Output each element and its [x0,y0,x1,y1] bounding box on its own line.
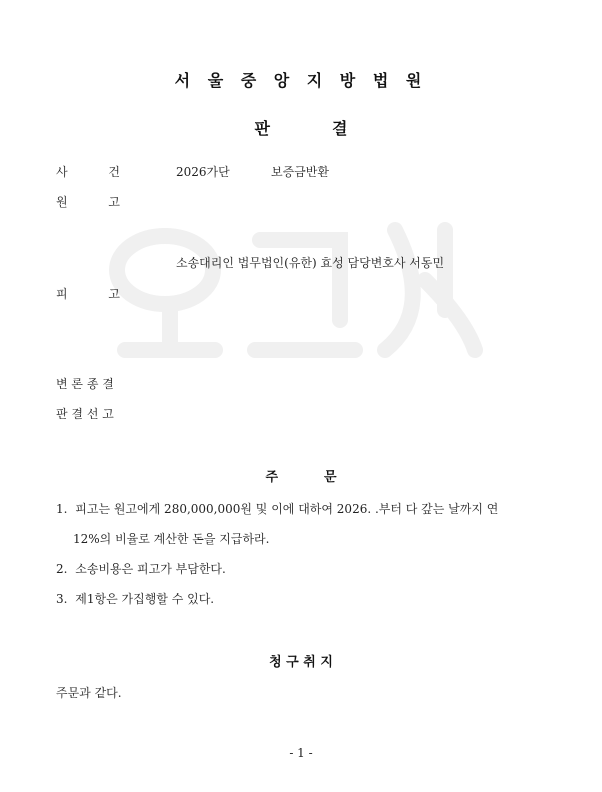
case-row [56,163,120,180]
page-number: - 1 - [289,746,313,760]
plaintiff-representative: 소송대리인 법무법인(유한) 효성 담당변호사 서동민 [176,256,445,270]
order-title-right: 문 [324,470,337,485]
order-item-text: 소송비용은 피고가 부담한다. [75,562,226,576]
watermark-graphic [95,200,515,400]
judgment-date-label: 판 결 선 고 [56,407,114,421]
document-type-title [0,116,602,139]
order-title-left: 주 [265,470,278,485]
plaintiff-label-a: 원 [56,195,68,209]
order-item-number: 2. [56,562,68,576]
order-item-1-continuation: 12%의 비율로 계산한 돈을 지급하라. [73,532,270,546]
court-name: 서 울 중 앙 지 방 법 원 [174,71,428,90]
document-type-right: 결 [332,119,348,138]
hearing-end-label: 변 론 종 결 [56,377,114,391]
order-item-number: 1. [56,502,68,516]
case-label-a: 사 [56,165,68,179]
case-number: 2026가단 [176,165,230,179]
claim-title: 청 구 취 지 [269,655,333,670]
order-item-text: 피고는 원고에게 280,000,000원 및 이에 대하여 2026. .부터 다 갚는 날까지 연 [75,502,499,516]
order-item-text: 제1항은 가집행할 수 있다. [75,592,215,606]
plaintiff-row [56,193,120,210]
order-item-1 [56,500,498,517]
case-label-b: 건 [108,165,120,179]
plaintiff-label-b: 고 [108,195,120,209]
defendant-label-b: 고 [108,287,120,301]
order-item-3 [56,590,214,607]
claim-text: 주문과 같다. [56,686,122,700]
order-item-2 [56,560,226,577]
defendant-label-a: 피 [56,287,68,301]
defendant-row [56,285,120,302]
case-name: 보증금반환 [271,165,329,179]
order-item-number: 3. [56,592,68,606]
order-title [0,466,602,485]
document-type-left: 판 [254,119,270,138]
